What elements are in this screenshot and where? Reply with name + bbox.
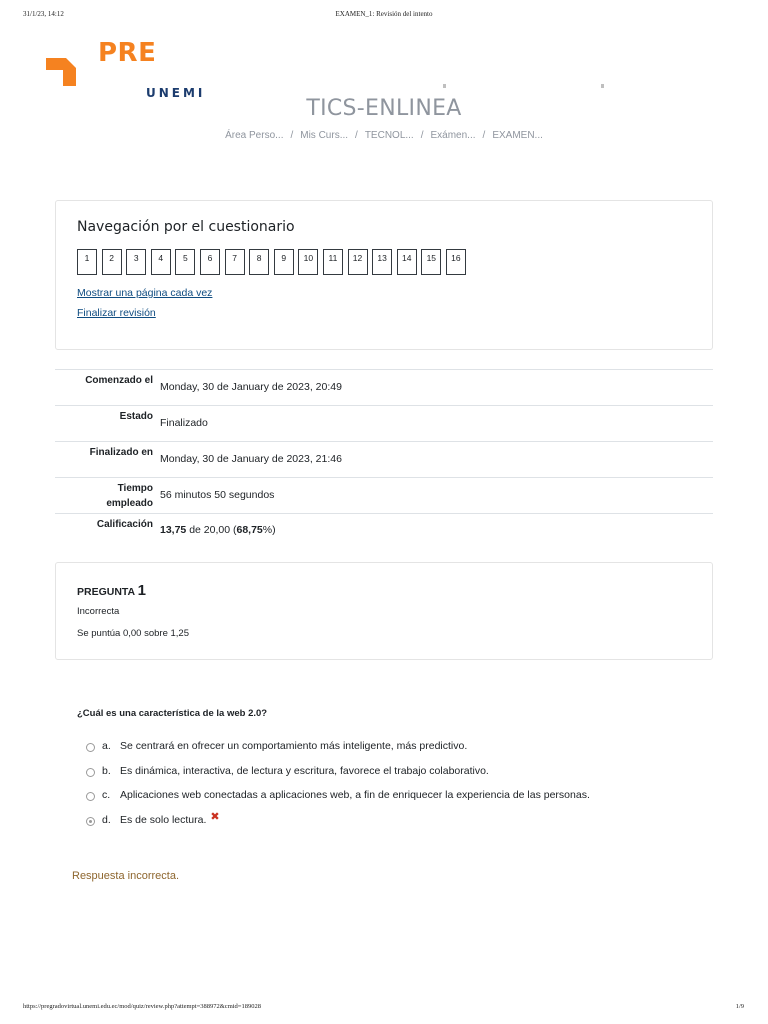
breadcrumb-item[interactable]: Exámen... [430,130,476,141]
question-label: PREGUNTA [77,586,135,598]
breadcrumb-item[interactable]: EXAMEN... [492,130,543,141]
answer-options [86,740,590,838]
question-grade: Se puntúa 0,00 sobre 1,25 [77,628,189,639]
breadcrumb-item[interactable]: Mis Curs... [300,130,349,141]
option-letter: d. [102,813,111,826]
grade-value [160,524,276,536]
summary-row-finished [55,441,713,477]
finish-review-link[interactable]: Finalizar revisión [77,307,156,319]
breadcrumb-separator: / [482,130,486,141]
answer-option-d [86,810,590,839]
option-text: Aplicaciones web conectadas a aplicaciones web, a fin de enriquecer la experiencia de las personas. [120,789,590,801]
question-button-4[interactable]: 4 [151,249,171,275]
question-number: 1 [137,582,147,599]
breadcrumb-separator: / [420,130,424,141]
header-divider-mark [601,84,604,88]
print-footer [0,1003,768,1015]
logo-unemi-text: UNEMI [146,86,206,100]
started-value: Monday, 30 de January de 2023, 20:49 [160,381,342,393]
breadcrumb-separator: / [290,130,294,141]
question-button-1[interactable]: 1 [77,249,97,275]
radio-button-selected[interactable] [86,817,95,826]
option-text: Se centrará en ofrecer un comportamiento más inteligente, más predictivo. [120,740,468,752]
grade-of: de 20,00 ( [186,524,237,536]
question-button-13[interactable]: 13 [372,249,392,275]
radio-button[interactable] [86,768,95,777]
print-header [0,10,768,24]
summary-row-time [55,477,713,513]
question-button-3[interactable]: 3 [126,249,146,275]
summary-row-state [55,405,713,441]
state-label: Estado [119,411,153,422]
breadcrumb-item[interactable]: Área Perso... [225,130,284,141]
option-letter: a. [102,740,111,752]
print-page-number: 1/9 [735,1003,744,1010]
question-heading [77,582,146,599]
grade-end: %) [262,524,276,536]
incorrect-icon: ✖ [210,810,220,823]
question-button-14[interactable]: 14 [397,249,417,275]
print-url: https://pregradovirtual.unemi.edu.ec/mod/quiz/review.php?attempt=388972&cmid=189028 [23,1003,261,1010]
grade-percent: 68,75 [236,524,263,536]
grade-label: Calificación [96,519,153,530]
question-button-16[interactable]: 16 [446,249,466,275]
breadcrumb [0,130,768,141]
finished-label: Finalizado en [89,447,153,458]
print-doc-title: EXAMEN_1: Revisión del intento [335,10,433,18]
finished-value: Monday, 30 de January de 2023, 21:46 [160,453,342,465]
option-text: Es de solo lectura. [120,813,207,826]
option-letter: c. [102,789,111,801]
option-text: Es dinámica, interactiva, de lectura y escritura, favorece el trabajo colaborativo. [120,764,489,777]
question-button-7[interactable]: 7 [225,249,245,275]
question-button-5[interactable]: 5 [175,249,195,275]
quiz-navigation-panel [55,200,713,350]
grade-score: 13,75 [160,524,187,536]
state-value: Finalizado [160,417,208,429]
question-button-2[interactable]: 2 [102,249,122,275]
unemi-logo-icon [46,58,76,86]
answer-feedback: Respuesta incorrecta. [72,870,179,882]
question-buttons [77,249,471,275]
logo-pre-text: PRE [98,38,157,68]
option-letter: b. [102,764,111,777]
summary-row-grade [55,513,713,549]
question-state: Incorrecta [77,606,120,617]
question-text: ¿Cuál es una característica de la web 2.0? [77,708,268,719]
header-divider-mark [443,84,446,88]
print-datetime: 31/1/23, 14:12 [23,10,64,18]
question-button-10[interactable]: 10 [298,249,318,275]
answer-option-b [86,765,590,790]
breadcrumb-item[interactable]: TECNOL... [364,130,414,141]
time-label-line1: Tiempo [117,483,153,494]
course-title: TICS-ENLINEA [306,96,462,121]
quiz-navigation-title: Navegación por el cuestionario [77,219,295,235]
radio-button[interactable] [86,792,95,801]
question-button-8[interactable]: 8 [249,249,269,275]
attempt-summary-table [55,369,713,549]
question-info-card [55,562,713,660]
time-value: 56 minutos 50 segundos [160,489,275,501]
started-label: Comenzado el [85,375,153,386]
question-button-15[interactable]: 15 [421,249,441,275]
summary-row-started [55,369,713,405]
time-label-line2: empleado [106,498,153,509]
radio-button[interactable] [86,743,95,752]
question-button-9[interactable]: 9 [274,249,294,275]
question-button-11[interactable]: 11 [323,249,343,275]
answer-option-a [86,740,590,765]
answer-option-c [86,789,590,814]
question-button-6[interactable]: 6 [200,249,220,275]
time-label [53,481,153,511]
question-button-12[interactable]: 12 [348,249,368,275]
breadcrumb-separator: / [355,130,358,141]
show-one-page-link[interactable]: Mostrar una página cada vez [77,287,213,299]
